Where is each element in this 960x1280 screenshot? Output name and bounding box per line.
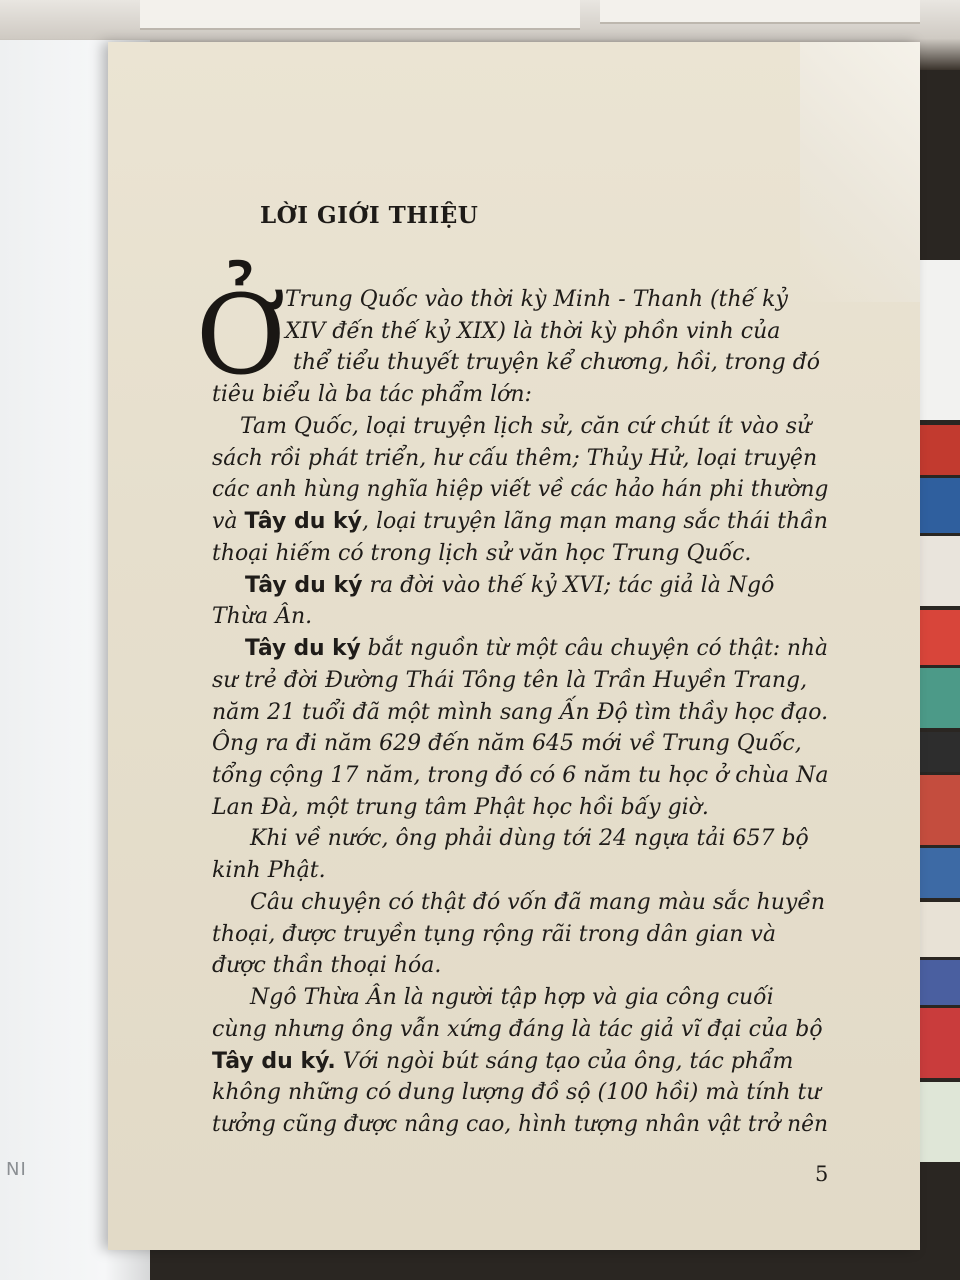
text-line: tiêu biểu là ba tác phẩm lớn: bbox=[212, 382, 532, 407]
page-number: 5 bbox=[815, 1162, 829, 1186]
left-page-edge-text: NI bbox=[6, 1159, 27, 1180]
text-line: tổng cộng 17 năm, trong đó có 6 năm tu học ở chùa Na bbox=[212, 763, 829, 788]
book-title-emphasis: Tây du ký bbox=[245, 573, 363, 598]
text-line: thể tiểu thuyết truyện kể chương, hồi, trong đó bbox=[293, 350, 821, 375]
text-line: Câu chuyện có thật đó vốn đã mang màu sắc huyền bbox=[250, 890, 826, 915]
text-line: thoại, được truyền tụng rộng rãi trong dân gian và bbox=[212, 922, 776, 947]
text-line: sư trẻ đời Đường Thái Tông tên là Trần Huyền Trang, bbox=[212, 668, 808, 693]
text-line: Ngô Thừa Ân là người tập hợp và gia công cuối bbox=[250, 985, 774, 1010]
page-corner-fold bbox=[800, 42, 920, 302]
text-line: Tây du ký. Với ngòi bút sáng tạo của ông, tác phẩm bbox=[212, 1049, 794, 1074]
text-line: được thần thoại hóa. bbox=[212, 953, 442, 978]
text-line: Tây du ký ra đời vào thế kỷ XVI; tác giả là Ngô bbox=[245, 573, 775, 598]
text-line: Tây du ký bắt nguồn từ một câu chuyện có thật: nhà bbox=[245, 636, 828, 661]
text-line: Thừa Ân. bbox=[212, 604, 313, 629]
text-line: kinh Phật. bbox=[212, 858, 326, 883]
drop-cap: Ở bbox=[196, 271, 287, 399]
text-line: không những có dung lượng đồ sộ (100 hồi) mà tính tư bbox=[212, 1080, 821, 1105]
text-line: Ông ra đi năm 629 đến năm 645 mới về Trung Quốc, bbox=[212, 731, 802, 756]
text-line: Trung Quốc vào thời kỳ Minh - Thanh (thế kỷ bbox=[285, 287, 788, 312]
text-line: các anh hùng nghĩa hiệp viết về các hảo hán phi thường bbox=[212, 477, 829, 502]
page-title: LỜI GIỚI THIỆU bbox=[260, 202, 479, 229]
text-line: Lan Đà, một trung tâm Phật học hồi bấy giờ. bbox=[212, 795, 709, 820]
text-line: sách rồi phát triển, hư cấu thêm; Thủy Hử, loại truyện bbox=[212, 446, 818, 471]
text-line: năm 21 tuổi đã một mình sang Ấn Độ tìm thầy học đạo. bbox=[212, 700, 829, 725]
text-line: thoại hiếm có trong lịch sử văn học Trung Quốc. bbox=[212, 541, 752, 566]
text-line: Khi về nước, ông phải dùng tới 24 ngựa tải 657 bộ bbox=[250, 826, 809, 851]
text-line: tưởng cũng được nâng cao, hình tượng nhân vật trở nên bbox=[212, 1112, 829, 1137]
book-title-emphasis: Tây du ký bbox=[245, 636, 361, 661]
text-line: và Tây du ký, loại truyện lãng mạn mang sắc thái thần bbox=[212, 509, 828, 534]
text-line: Tam Quốc, loại truyện lịch sử, căn cứ chút ít vào sử bbox=[240, 414, 812, 439]
book-title-emphasis: Tây du ký. bbox=[212, 1049, 336, 1074]
book-title-emphasis: Tây du ký bbox=[244, 509, 363, 534]
text-line: XIV đến thế kỷ XIX) là thời kỳ phồn vinh của bbox=[285, 319, 781, 344]
text-line: cùng nhưng ông vẫn xứng đáng là tác giả vĩ đại của bộ bbox=[212, 1017, 823, 1042]
